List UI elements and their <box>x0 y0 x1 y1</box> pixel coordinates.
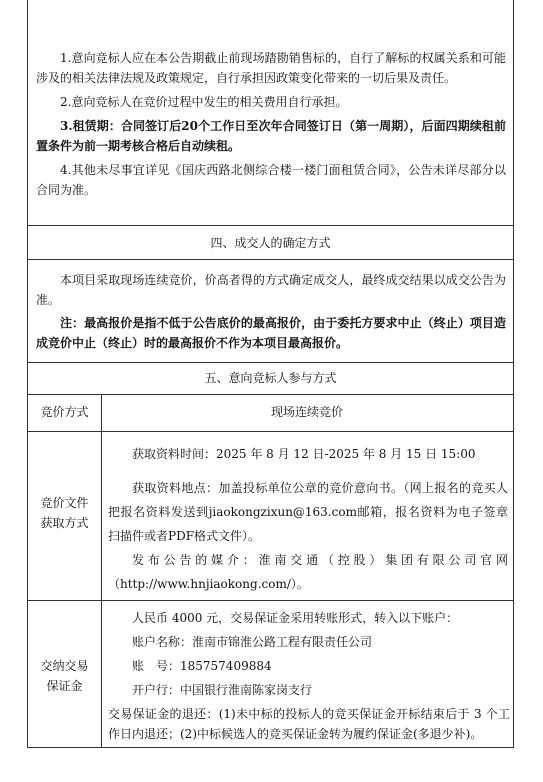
bid-method-label: 竞价方式 <box>40 405 89 419</box>
divider <box>28 259 513 260</box>
divider <box>28 600 513 601</box>
divider <box>28 362 513 363</box>
deposit-refund: 交易保证金的退还：(1)未中标的投标人的竞买保证金开标结束后于 3 个工作日内退还；(2)中标候选人的竞买保证金转为履约保证金(多退少补)。 <box>108 707 510 741</box>
note-item-3: 3.租赁期：合同签订后20个工作日至次年合同签订日（第一周期），后面四期续租前置条件为前一期考核合格后自动续租。 <box>36 119 506 153</box>
document-table <box>27 0 514 748</box>
docs-time: 获取资料时间：2025 年 8 月 12 日-2025 年 8 月 15 日 15:00 <box>132 447 476 461</box>
section-4-body: 本项目采取现场连续竞价，价高者得的方式确定成交人，最终成交结果以成交公告为准。 <box>36 273 506 307</box>
section-4-title: 四、成交人的确定方式 <box>210 236 331 250</box>
bank-name: 开户行：中国银行淮南陈家岗支行 <box>132 683 313 697</box>
account-name: 账户名称：淮南市锦淮公路工程有限责任公司 <box>132 635 373 649</box>
column-divider <box>101 394 102 747</box>
bid-method-value: 现场连续竞价 <box>270 405 343 419</box>
note-item-1: 1.意向竞标人应在本公告期截止前现场踏勘销售标的，自行了解标的权属关系和可能涉及的相关法律法规及政策规定，自行承担因政策变化带来的一切后果及责任。 <box>36 51 506 85</box>
divider <box>28 225 513 226</box>
divider <box>28 431 513 432</box>
account-number: 账 号：185757409884 <box>132 659 272 673</box>
docs-label-line-2: 获取方式 <box>40 516 89 530</box>
deposit-label-line-1: 交纳交易 <box>40 659 89 673</box>
docs-label-line-1: 竞价文件 <box>40 496 89 510</box>
docs-media: 发布公告的媒介：淮南交通（控股）集团有限公司官网（http://www.hnjiaokong.com/）。 <box>108 553 508 591</box>
deposit-amount: 人民币 4000 元，交易保证金采用转账形式，转入以下账户： <box>132 611 459 625</box>
section-4-note: 注：最高报价是指不低于公告底价的最高报价，由于委托方要求中止（终止）项目造成竞价中止（终止）时的最高报价不作为本项目最高报价。 <box>36 316 506 350</box>
note-item-2: 2.意向竞标人在竞价过程中发生的相关费用自行承担。 <box>60 95 348 109</box>
docs-place: 获取资料地点：加盖投标单位公章的竞价意向书。（网上报名的竞买人把报名资料发送到jiaokongzixun@163.com邮箱，报名资料为电子签章扫描件或者PDF格式文件）。 <box>108 481 508 543</box>
note-item-4: 4.其他未尽事宜详见《国庆西路北侧综合楼一楼门面租赁合同》，公告未详尽部分以合同为准。 <box>36 163 506 197</box>
section-5-title: 五、意向竞标人参与方式 <box>204 371 337 385</box>
deposit-label-line-2: 保证金 <box>46 679 83 693</box>
